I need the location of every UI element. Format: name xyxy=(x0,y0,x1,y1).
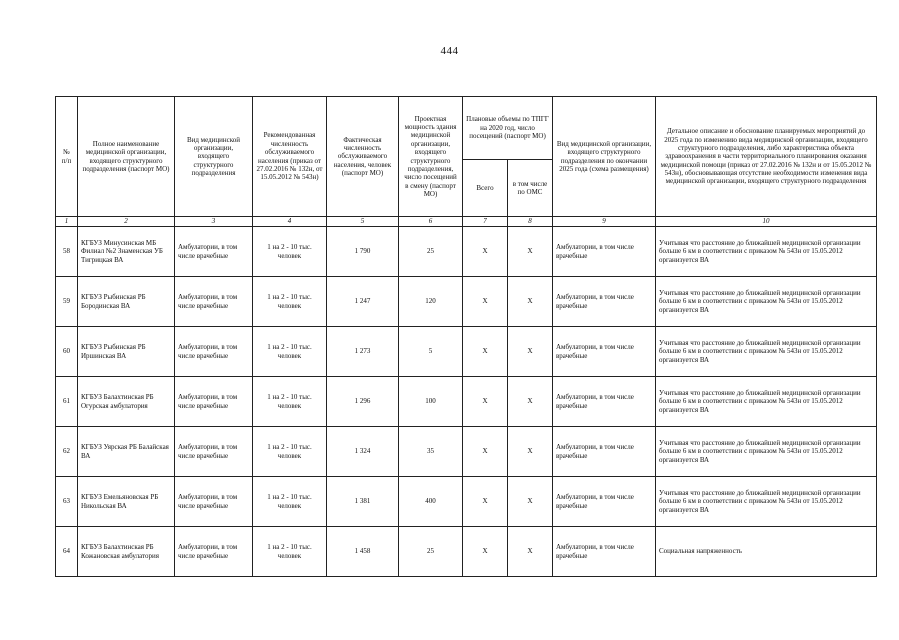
facility-type: Амбулатории, в том числе врачебные xyxy=(175,377,253,427)
facility-name: КГБУЗ Уярская РБ Балайская ВА xyxy=(78,427,175,477)
table-row xyxy=(56,227,877,277)
column-number: 10 xyxy=(656,217,877,227)
header-recommended: Рекомендованная численность обслуживаемого населения (приказ от 27.02.2016 № 132н, от 15.05.2012 № 543н) xyxy=(253,97,327,217)
planned-total: X xyxy=(463,527,508,577)
facility-type-2025: Амбулатории, в том числе врачебные xyxy=(553,277,656,327)
actual-population: 1 324 xyxy=(327,427,399,477)
facility-name: КГБУЗ Балахтинская РБ Кожановская амбулатория xyxy=(78,527,175,577)
table-row xyxy=(56,477,877,527)
header-name: Полное наименование медицинской организации, входящего структурного подразделения (паспорт МО) xyxy=(78,97,175,217)
column-number: 4 xyxy=(253,217,327,227)
recommended-population: 1 на 2 - 10 тыс. человек xyxy=(253,477,327,527)
planned-oms: X xyxy=(508,227,553,277)
column-number: 2 xyxy=(78,217,175,227)
planned-total: X xyxy=(463,427,508,477)
column-number: 8 xyxy=(508,217,553,227)
actual-population: 1 381 xyxy=(327,477,399,527)
table-row xyxy=(56,377,877,427)
justification-text: Учитывая что расстояние до ближайшей медицинской организации больше 6 км в соответствии с приказом № 543н от 15.05.2012 организуется ВА xyxy=(656,327,877,377)
table-row xyxy=(56,427,877,477)
recommended-population: 1 на 2 - 10 тыс. человек xyxy=(253,227,327,277)
table-row xyxy=(56,327,877,377)
facility-type: Амбулатории, в том числе врачебные xyxy=(175,327,253,377)
actual-population: 1 296 xyxy=(327,377,399,427)
row-number: 58 xyxy=(56,227,78,277)
row-number: 63 xyxy=(56,477,78,527)
facilities-table xyxy=(55,96,877,577)
header-description: Детальное описание и обоснование планируемых мероприятий до 2025 года по изменению вида медицинской организации, входящего структурного подразделения, либо характеристика объекта здравоохранения в части территориального планирования оказания медицинской помощи (приказ от 27.02.2016 № 132н и от 15.05.2012 № 543н), обосновывающая отсутствие необходимости изменения вида медицинской организации, входящего структурного подразделения xyxy=(656,97,877,217)
facility-name: КГБУЗ Балахтинская РБ Огурская амбулатория xyxy=(78,377,175,427)
facility-type: Амбулатории, в том числе врачебные xyxy=(175,477,253,527)
planned-oms: X xyxy=(508,277,553,327)
planned-total: X xyxy=(463,477,508,527)
planned-oms: X xyxy=(508,327,553,377)
header-type: Вид медицинской организации, входящего структурного подразделения xyxy=(175,97,253,217)
recommended-population: 1 на 2 - 10 тыс. человек xyxy=(253,427,327,477)
row-number: 64 xyxy=(56,527,78,577)
header-capacity: Проектная мощность здания медицинской организации, входящего структурного подразделения, число посещений в смену (паспорт МО) xyxy=(399,97,463,217)
actual-population: 1 458 xyxy=(327,527,399,577)
row-number: 59 xyxy=(56,277,78,327)
facility-type-2025: Амбулатории, в том числе врачебные xyxy=(553,227,656,277)
column-number: 7 xyxy=(463,217,508,227)
facility-name: КГБУЗ Рыбинская РБ Бородинская ВА xyxy=(78,277,175,327)
row-number: 62 xyxy=(56,427,78,477)
facility-name: КГБУЗ Минусинская МБ Филиал №2 Знаменская УБ Тигрицкая ВА xyxy=(78,227,175,277)
row-number: 61 xyxy=(56,377,78,427)
facility-type-2025: Амбулатории, в том числе врачебные xyxy=(553,427,656,477)
justification-text: Учитывая что расстояние до ближайшей медицинской организации больше 6 км в соответствии с приказом № 543н от 15.05.2012 организуется ВА xyxy=(656,427,877,477)
design-capacity: 400 xyxy=(399,477,463,527)
facility-type-2025: Амбулатории, в том числе врачебные xyxy=(553,527,656,577)
table-header xyxy=(56,97,877,217)
table-body xyxy=(56,217,877,577)
design-capacity: 35 xyxy=(399,427,463,477)
actual-population: 1 273 xyxy=(327,327,399,377)
column-number: 6 xyxy=(399,217,463,227)
column-number: 1 xyxy=(56,217,78,227)
header-planned-group: Плановые объемы по ТПГГ на 2020 год, число посещений (паспорт МО) xyxy=(463,97,553,160)
justification-text: Учитывая что расстояние до ближайшей медицинской организации больше 6 км в соответствии с приказом № 543н от 15.05.2012 организуется ВА xyxy=(656,377,877,427)
header-planned-oms: в том числе по ОМС xyxy=(508,160,553,217)
header-type-2025: Вид медицинской организации, входящего структурного подразделения по окончании 2025 года (схема размещения) xyxy=(553,97,656,217)
planned-oms: X xyxy=(508,427,553,477)
facility-type: Амбулатории, в том числе врачебные xyxy=(175,227,253,277)
planned-oms: X xyxy=(508,377,553,427)
planned-total: X xyxy=(463,227,508,277)
planned-total: X xyxy=(463,277,508,327)
header-planned-total: Всего xyxy=(463,160,508,217)
planned-total: X xyxy=(463,377,508,427)
facility-type-2025: Амбулатории, в том числе врачебные xyxy=(553,477,656,527)
planned-oms: X xyxy=(508,477,553,527)
facility-type-2025: Амбулатории, в том числе врачебные xyxy=(553,327,656,377)
facility-name: КГБУЗ Рыбинская РБ Иршинская ВА xyxy=(78,327,175,377)
recommended-population: 1 на 2 - 10 тыс. человек xyxy=(253,277,327,327)
design-capacity: 25 xyxy=(399,527,463,577)
column-number: 9 xyxy=(553,217,656,227)
actual-population: 1 247 xyxy=(327,277,399,327)
facility-name: КГБУЗ Емельяновская РБ Никольская ВА xyxy=(78,477,175,527)
header-actual: Фактическая численность обслуживаемого населения, человек (паспорт МО) xyxy=(327,97,399,217)
facility-type-2025: Амбулатории, в том числе врачебные xyxy=(553,377,656,427)
column-numbers-row xyxy=(56,217,877,227)
justification-text: Учитывая что расстояние до ближайшей медицинской организации больше 6 км в соответствии с приказом № 543н от 15.05.2012 организуется ВА xyxy=(656,227,877,277)
recommended-population: 1 на 2 - 10 тыс. человек xyxy=(253,527,327,577)
recommended-population: 1 на 2 - 10 тыс. человек xyxy=(253,327,327,377)
facility-type: Амбулатории, в том числе врачебные xyxy=(175,527,253,577)
justification-text: Учитывая что расстояние до ближайшей медицинской организации больше 6 км в соответствии с приказом № 543н от 15.05.2012 организуется ВА xyxy=(656,477,877,527)
column-number: 5 xyxy=(327,217,399,227)
facility-type: Амбулатории, в том числе врачебные xyxy=(175,427,253,477)
design-capacity: 120 xyxy=(399,277,463,327)
planned-total: X xyxy=(463,327,508,377)
actual-population: 1 790 xyxy=(327,227,399,277)
planned-oms: X xyxy=(508,527,553,577)
recommended-population: 1 на 2 - 10 тыс. человек xyxy=(253,377,327,427)
table-row xyxy=(56,277,877,327)
facility-type: Амбулатории, в том числе врачебные xyxy=(175,277,253,327)
justification-text: Учитывая что расстояние до ближайшей медицинской организации больше 6 км в соответствии с приказом № 543н от 15.05.2012 организуется ВА xyxy=(656,277,877,327)
page-number: 444 xyxy=(440,45,459,57)
justification-text: Социальная напряженность xyxy=(656,527,877,577)
row-number: 60 xyxy=(56,327,78,377)
table-row xyxy=(56,527,877,577)
design-capacity: 5 xyxy=(399,327,463,377)
design-capacity: 25 xyxy=(399,227,463,277)
design-capacity: 100 xyxy=(399,377,463,427)
column-number: 3 xyxy=(175,217,253,227)
header-num: № п/п xyxy=(56,97,78,217)
